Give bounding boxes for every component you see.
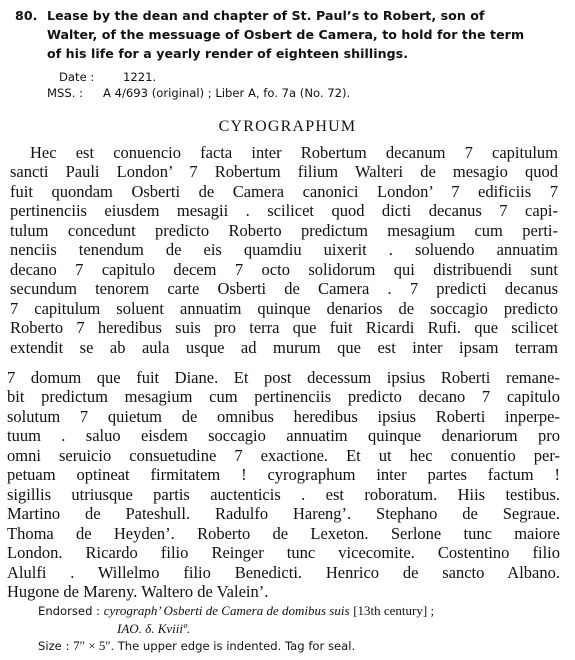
endorsement-text: cyrograph’ Osberti de Camera de domibus suis: [103, 603, 350, 618]
entry-heading-line-1: Lease by the dean and chapter of St. Paul’s to Robert, son of: [47, 8, 485, 23]
document-title: CYROGRAPHUM: [218, 118, 357, 135]
entry-number: 80.: [15, 8, 38, 23]
document-line: nenciis tenendum de eis quamdiu uixerit . soluendo annuatim: [10, 240, 558, 260]
document-line: decano 7 capitulo decem 7 octo solidorum qui distribuendi sunt: [10, 259, 558, 279]
document-line: Roberto 7 heredibus suis pro terra que fuit Ricardi Rufi. que scilicet: [10, 318, 558, 337]
document-line: secundum tenorem carte Osberti de Camera . 7 predicti decanus: [10, 279, 558, 299]
size-label: Size :: [38, 639, 70, 653]
entry-heading-line-2: Walter, of the messuage of Osbert de Camera, to hold for the term: [47, 27, 525, 42]
size-value: 7″ × 5″.: [73, 638, 114, 653]
document-line: solutum 7 quietum de omnibus heredibus ipsius Roberti inperpe-: [7, 406, 560, 426]
document-line: pertinenciis eiusdem mesagii . scilicet quod dicti decanus 7 capi-: [10, 201, 558, 221]
document-line: tulum concedunt predicto Roberto predictum mesagium cum perti-: [10, 220, 558, 240]
endorsement-mark: IAO. δ. Kviiiº.: [117, 621, 191, 636]
document-line: extendit se ab aula usque ad murum que est inter ipsam terram: [10, 337, 558, 357]
document-line: Martino de Pateshull. Radulfo Hareng’. Stephano de Segraue.: [7, 504, 560, 524]
document-line: tuum . saluo eisdem soccagio annuatim quinque denariorum pro: [7, 426, 560, 446]
size-line: [38, 638, 355, 654]
document-line: bit predictum mesagium cum pertinenciis predicto decano 7 capitulo: [7, 387, 560, 407]
document-line: 7 domum que fuit Diane. Et post decessum ipsius Roberti remane-: [7, 367, 560, 387]
endorsement-note: [13th century] ;: [353, 603, 435, 618]
document-line: Thoma de Heyden’. Roberto de Lexeton. Serlone tunc maiore: [7, 523, 560, 543]
document-line: London. Ricardo filio Reinger tunc vicecomite. Costentino filio: [7, 543, 560, 562]
mss-value: A 4/693 (original) ; Liber A, fo. 7a (No. 72).: [103, 86, 351, 100]
document-line: Hugone de Mareny. Waltero de Valein’.: [7, 581, 269, 601]
endorsement-label: Endorsed :: [38, 604, 101, 618]
document-line: Alulfi . Willelmo filio Benedicti. Henrico de sancto Albano.: [7, 562, 560, 582]
date-value: 1221.: [123, 70, 157, 84]
document-line: sigillis utriusque partis auctenticis . est roboratum. Hiis testibus.: [7, 484, 560, 504]
endorsement-line-2: [117, 621, 190, 637]
document-line: omni seruicio consuetudine 7 exactione. Et ut hec conuentio per-: [7, 445, 560, 465]
mss-label: MSS. :: [47, 86, 83, 100]
date-label: Date :: [59, 70, 95, 84]
entry-heading-line-3: of his life for a yearly render of eighteen shillings.: [47, 46, 409, 61]
document-line: Hec est conuencio facta inter Robertum decanum 7 capitulum: [30, 143, 558, 162]
endorsement-line: [38, 603, 434, 619]
document-line: fuit quondam Osberti de Camera canonici London’ 7 edificiis 7: [10, 181, 558, 201]
document-line: sancti Pauli London’ 7 Robertum filium Walteri de mesagio quod: [10, 162, 558, 182]
size-note: The upper edge is indented. Tag for seal.: [117, 639, 356, 653]
document-line: 7 capitulum soluent annuatim quinque denarios de soccagio predicto: [10, 298, 558, 318]
document-line: petuam optineat firmitatem ! cyrographum inter partes factum !: [7, 465, 560, 485]
